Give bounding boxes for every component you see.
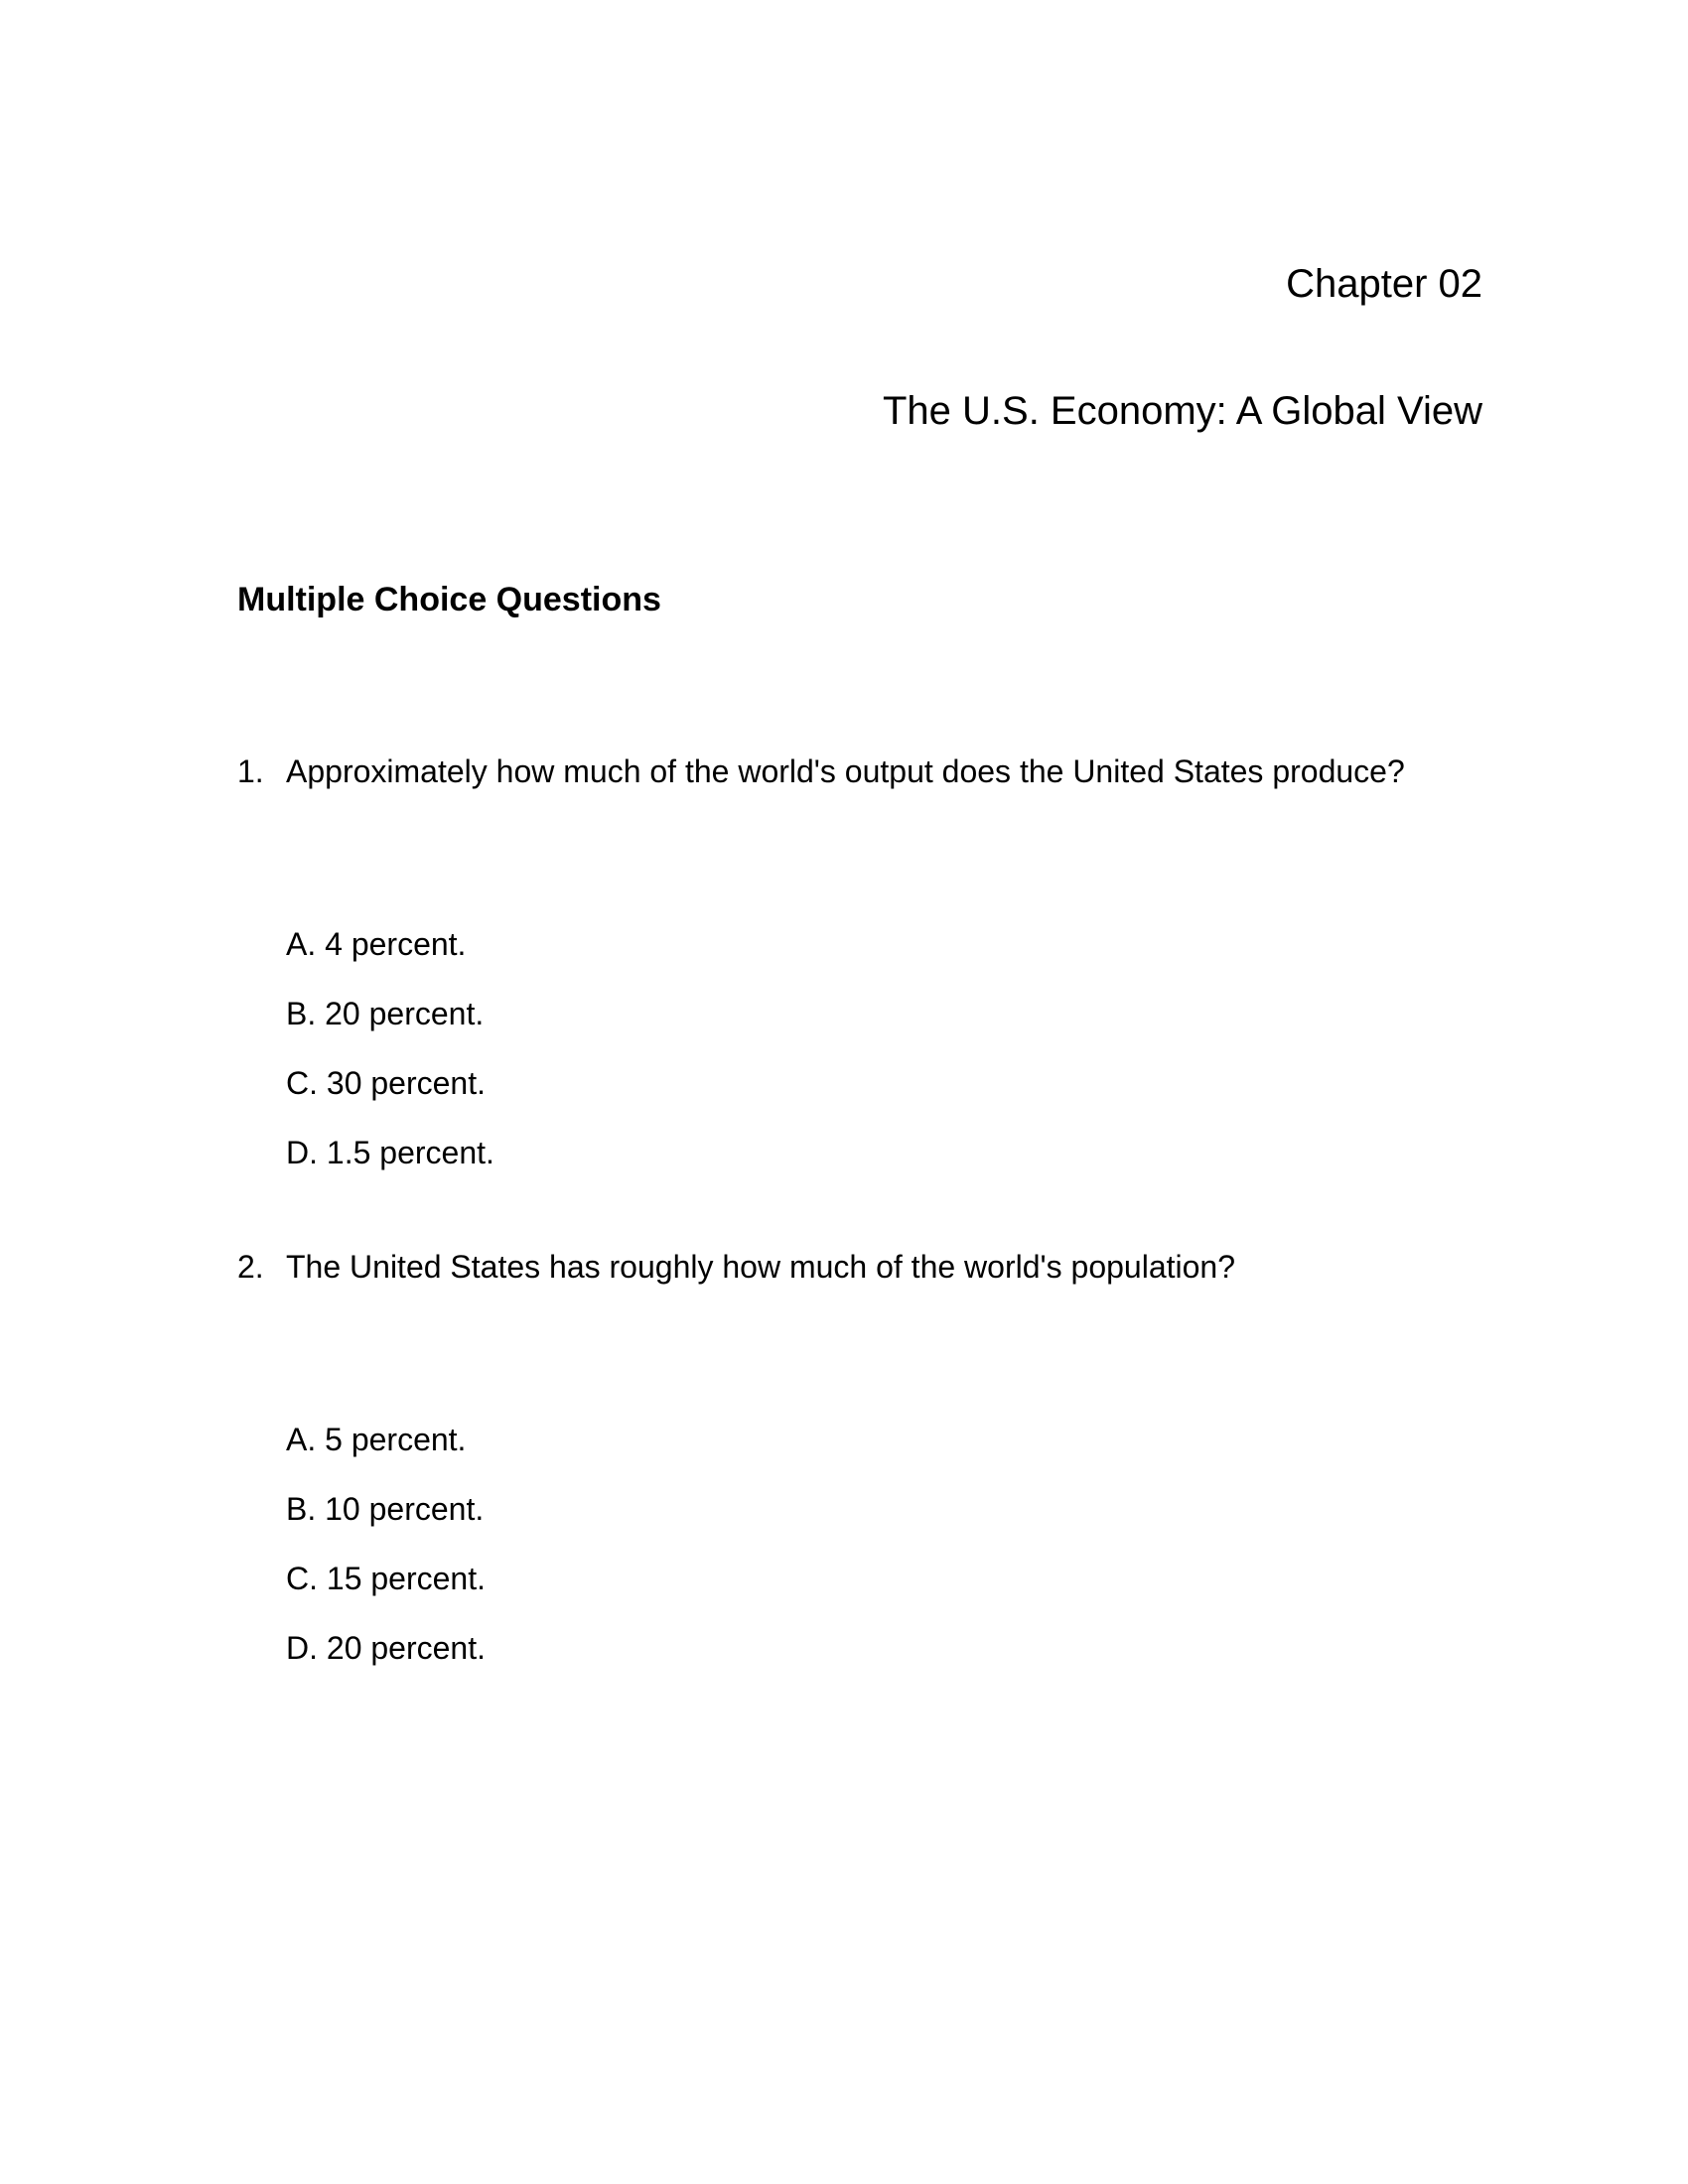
answer-choice: A. 5 percent. (286, 1422, 467, 1457)
answer-choice: B. 20 percent. (286, 996, 485, 1031)
answer-choice: A. 4 percent. (286, 926, 467, 962)
section-heading: Multiple Choice Questions (237, 581, 661, 618)
chapter-title: The U.S. Economy: A Global View (882, 389, 1482, 433)
chapter-label: Chapter 02 (1286, 262, 1482, 306)
question-number: 2. (237, 1249, 264, 1285)
question-text: The United States has roughly how much of the world's population? (286, 1249, 1235, 1285)
question-1 (237, 751, 1405, 791)
answer-choice: B. 10 percent. (286, 1491, 485, 1527)
answer-choice: D. 1.5 percent. (286, 1135, 494, 1170)
question-number: 1. (237, 753, 264, 789)
question-2 (237, 1247, 1235, 1287)
answer-choice: C. 30 percent. (286, 1065, 486, 1101)
answer-choice: D. 20 percent. (286, 1630, 486, 1666)
question-text: Approximately how much of the world's output does the United States produce? (286, 753, 1405, 789)
answer-choice: C. 15 percent. (286, 1561, 486, 1596)
